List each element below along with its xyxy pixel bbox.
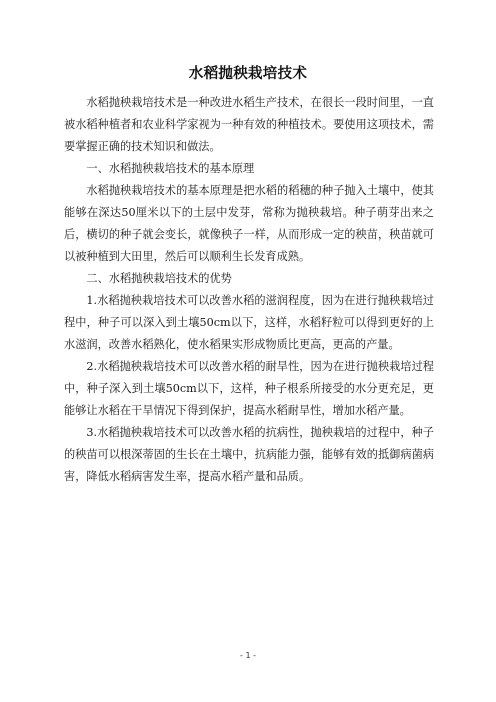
principle-paragraph: 水稻抛秧栽培技术的基本原理是把水稻的稻穗的种子抛入土壤中，使其能够在深达50厘米以下的土层中发芽，常称为抛秧栽培。种子萌芽出来之后，横切的种子就会变长，就像秧子一样，从而形成一定的秧苗，秧苗就可以被种植到大田里，然后可以顺利生长发育成熟。: [64, 184, 434, 263]
document-body: [64, 92, 434, 488]
section-heading-advantages: 二、水稻抛秧栽培技术的优势: [86, 272, 232, 285]
advantage-paragraph-1: 1.水稻抛秧栽培技术可以改善水稻的滋润程度，因为在进行抛秧栽培过程中，种子可以深入到土壤50cm以下，这样，水稻籽粒可以得到更好的上水滋润，改善水稻熟化，使水稻果实形成物质比更高，更高的产量。: [64, 294, 434, 351]
intro-paragraph: 水稻抛秧栽培技术是一种改进水稻生产技术，在很长一段时间里，一直被水稻种植者和农业科学家视为一种有效的种植技术。要使用这项技术，需要掌握正确的技术知识和做法。: [64, 96, 434, 153]
advantage-paragraph-2: 2.水稻抛秧栽培技术可以改善水稻的耐旱性，因为在进行抛秧栽培过程中，种子深入到土壤50cm以下，这样，种子根系所接受的水分更充足，更能够让水稻在干旱情况下得到保护，提高水稻耐旱性，增加水稻产量。: [64, 360, 434, 417]
document-title: 水稻抛秧栽培技术: [188, 66, 308, 82]
page-number: - 1 -: [240, 651, 256, 660]
advantage-paragraph-3: 3.水稻抛秧栽培技术可以改善水稻的抗病性，抛秧栽培的过程中，种子的秧苗可以根深蒂固的生长在土壤中，抗病能力强，能够有效的抵御病菌病害，降低水稻病害发生率，提高水稻产量和品质。: [64, 426, 434, 483]
section-heading-principle: 一、水稻抛秧栽培技术的基本原理: [86, 162, 255, 175]
